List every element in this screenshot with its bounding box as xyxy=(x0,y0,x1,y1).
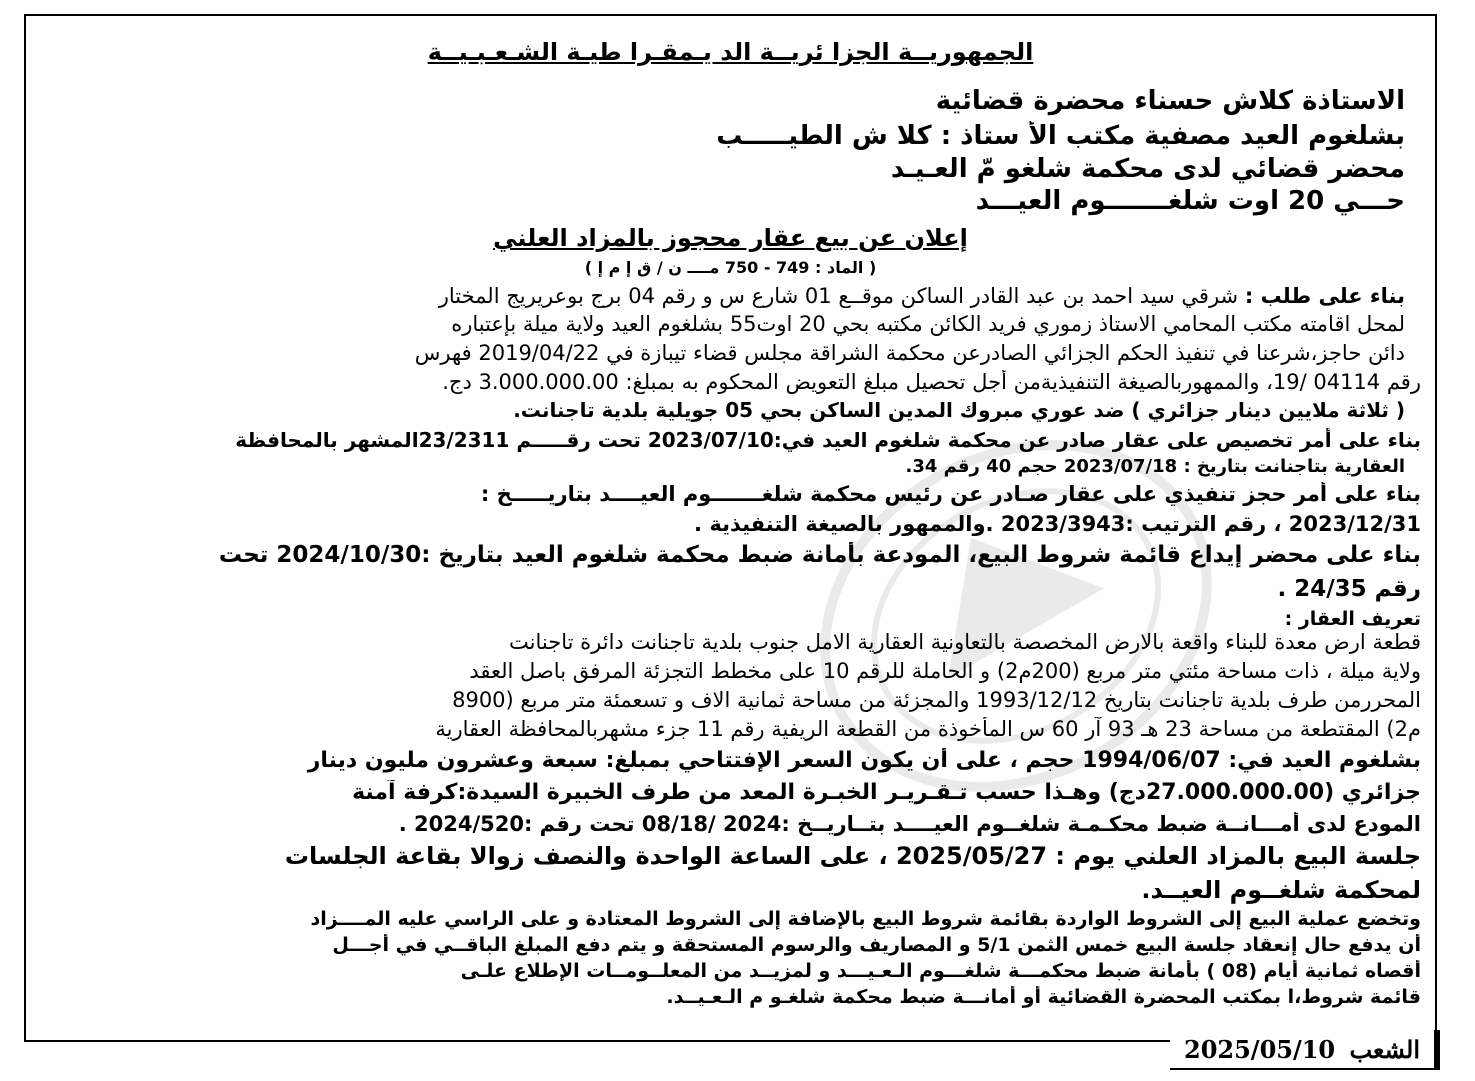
conditions-line-2: أن يدفع حال إنعقاد جلسة البيع خمس الثمن 5/1 و المصاريف والرسوم المستحقة و يتم دفع المبلغ الباقــي في أجـــل xyxy=(332,934,1421,956)
newspaper-stamp xyxy=(1170,1030,1440,1070)
request-label: بناء على طلب : xyxy=(1244,284,1405,308)
body-line-8: بناء على أمر حجز تنفيذي على عقار صـادر عن رئيس محكمة شلغـــــــوم العيــــد بتاريـــــخ : xyxy=(480,482,1421,506)
conditions-line-4: قائمة شروط،ا بمكتب المحضرة القضائية أو أمانـــة ضبط محكمة شلغـو م الـعـيــد. xyxy=(666,986,1421,1008)
notice-articles: ( الماد : 749 - 750 مــــ ن / ق إ م إ ) xyxy=(584,258,877,277)
property-label: تعريف العقار : xyxy=(1284,608,1421,630)
notice-frame xyxy=(24,14,1437,1042)
property-line-1: قطعة ارض معدة للبناء واقعة بالارض المخصصة بالتعاونية العقارية الامل جنوب بلدية تاجنانت دائرة تاجنانت xyxy=(509,630,1421,654)
notice-title: إعلان عن بيع عقار محجوز بالمزاد العلني xyxy=(493,224,968,252)
conditions-line-3: أقصاه ثمانية أيام (08 ) بأمانة ضبط محكمـــة شلغـــوم الـعـيـــد و لمزيــد من المعلــومــات الإطلاع علـى xyxy=(460,960,1421,982)
body-line-3: دائن حاجز،شرعنا في تنفيذ الحكم الجزائي الصادرعن محكمة الشراقة مجلس قضاء تيبازة في 2019/04/22 فهرس xyxy=(414,341,1405,365)
body-line-4: رقم 04114 /19، والممهوربالصيغة التنفيذيةمن أجل تحصيل مبلغ التعويض المحكوم به بمبلغ: 3.000.000.00 دج. xyxy=(442,370,1421,394)
republic-heading: الجمهوريــة الجزا ئريــة الد يـمقـرا طيـة الشـعـبـيــة xyxy=(427,38,1034,66)
publication-date: 2025/05/10 xyxy=(1184,1034,1336,1064)
session-line-1: جلسة البيع بالمزاد العلني يوم : 2025/05/27 ، على الساعة الواحدة والنصف زوالا بقاعة الجلسات xyxy=(284,842,1421,870)
property-line-4: م2) المقتطعة من مساحة 23 هـ 93 آر 60 س المأخوذة من القطعة الريفية رقم 11 جزء مشهربالمحافظة العقارية xyxy=(435,717,1421,741)
body-line-5: ( ثلاثة ملايين دينار جزائري ) ضد عوري مبروك المدين الساكن بحي 05 جويلية بلدية تاجنانت. xyxy=(513,398,1405,422)
body-line-7: العقارية بتاجنانت بتاريخ : 2023/07/18 حجم 40 رقم 34. xyxy=(905,456,1405,477)
court-line: محضر قضائي لدى محكمة شلغو مّ العـيـد xyxy=(890,154,1405,184)
property-line-7: المودع لدى أمـــانــة ضبط محكـمـة شلغــوم العيــــد بتــاريــخ :2024 /08/18 تحت رقم :2024/520 . xyxy=(398,812,1421,836)
property-line-3: المحررمن طرف بلدية تاجنانت بتاريخ 1993/12/12 والمجزئة من مساحة ثمانية الاف و تسعمئة متر مربع (8900 xyxy=(452,688,1421,712)
property-line-5: بشلغوم العيد في: 1994/06/07 حجم ، على أن يكون السعر الإفتتاحي بمبلغ: سبعة وعشرون مليون دينار xyxy=(307,748,1421,773)
officer-name: الاستاذة كلاش حسناء محضرة قضائية xyxy=(935,86,1405,116)
newspaper-name: الشعب xyxy=(1349,1034,1420,1064)
body-line-11: رقم 24/35 . xyxy=(1277,576,1421,602)
request-text: شرقي سيد احمد بن عبد القادر الساكن موقــع 01 شارع س و رقم 04 برج بوعريريج المختار xyxy=(438,284,1239,308)
body-line-10: بناء على محضر إيداع قائمة شروط البيع، المودعة بأمانة ضبط محكمة شلغوم العيد بتاريخ :2024/10/30 تحت xyxy=(218,542,1421,568)
request-line xyxy=(26,284,1405,308)
address-line: حـــي 20 اوت شلغـــــــوم العيـــد xyxy=(975,186,1405,216)
body-line-6: بناء على أمر تخصيص على عقار صادر عن محكمة شلغوم العيد في:2023/07/10 تحت رقـــــم 23/2311المشهر بالمحافظة xyxy=(235,428,1421,452)
body-line-2: لمحل اقامته مكتب المحامي الاستاذ زموري فريد الكائن مكتبه بحي 20 اوت55 بشلغوم العيد ولاية ميلة بإعتباره xyxy=(451,312,1405,336)
conditions-line-1: وتخضع عملية البيع إلى الشروط الواردة بقائمة شروط البيع بالإضافة إلى الشروط المعتادة و على الراسي عليه المــــزاد xyxy=(310,908,1421,930)
property-line-2: ولاية ميلة ، ذات مساحة مئتي متر مربع (200م2) و الحاملة للرقم 10 على مخطط التجزئة المرفق باصل العقد xyxy=(469,659,1421,683)
office-line: بشلغوم العيد مصفية مكتب الأ ستاذ : كلا ش الطيـــــب xyxy=(716,121,1405,151)
property-line-6: جزائري (27.000.000.00دج) وهـذا حسب تـقـريـر الخبـرة المعد من طرف الخبيرة السيدة:كرفة آمنة xyxy=(352,780,1421,805)
session-line-2: لمحكمة شلغــوم العيــد. xyxy=(1141,876,1421,904)
body-line-9: 2023/12/31 ، رقم الترتيب :2023/3943 .والممهور بالصيغة التنفيذية . xyxy=(694,512,1421,536)
